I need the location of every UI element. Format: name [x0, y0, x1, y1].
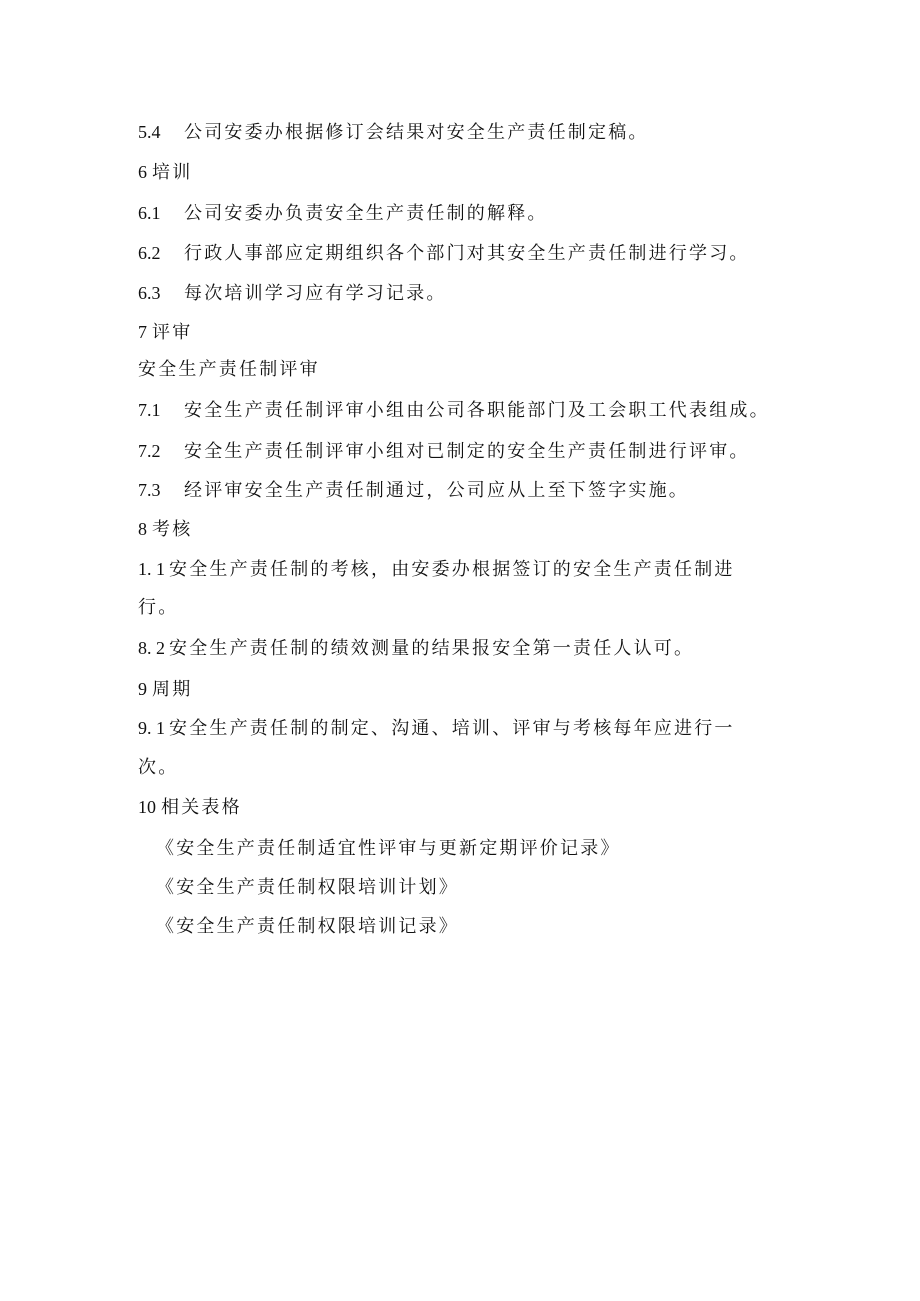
clause-number: 8. 2 [138, 638, 165, 658]
clause-text: 公司安委办负责安全生产责任制的解释。 [184, 203, 548, 224]
section-6-heading [138, 160, 192, 185]
related-form-2 [156, 876, 459, 900]
clause-8-2 [138, 636, 694, 661]
related-form-1 [156, 837, 621, 861]
clause-text: 安全生产责任制评审小组对已制定的安全生产责任制进行评审。 [184, 441, 750, 462]
form-title: 《安全生产责任制适宜性评审与更新定期评价记录》 [156, 838, 621, 859]
subheading-review [138, 358, 320, 382]
clause-7-3 [138, 478, 689, 503]
clause-number: 6.2 [138, 243, 161, 263]
clause-8-1 [138, 557, 735, 582]
form-title: 《安全生产责任制权限培训记录》 [156, 916, 459, 937]
clause-number: 6.3 [138, 283, 161, 303]
related-form-3 [156, 915, 459, 939]
section-number: 8 [138, 519, 147, 539]
clause-7-1 [138, 398, 770, 423]
form-title: 《安全生产责任制权限培训计划》 [156, 877, 459, 898]
clause-8-1-continued [138, 596, 178, 620]
clause-number: 6.1 [138, 203, 161, 223]
section-number: 10 [138, 797, 156, 817]
subheading-text: 安全生产责任制评审 [138, 359, 320, 380]
clause-9-1 [138, 716, 735, 741]
section-title: 考核 [152, 519, 193, 540]
section-10-heading [138, 795, 242, 820]
clause-text: 行政人事部应定期组织各个部门对其安全生产责任制进行学习。 [184, 243, 750, 264]
clause-text: 经评审安全生产责任制通过，公司应从上至下签字实施。 [184, 480, 689, 501]
clause-text: 行。 [138, 597, 179, 618]
clause-text: 安全生产责任制的制定、沟通、培训、评审与考核每年应进行一 [169, 718, 735, 739]
section-8-heading [138, 517, 192, 542]
clause-number: 7.1 [138, 400, 161, 420]
section-9-heading [138, 677, 192, 702]
clause-text: 次。 [138, 757, 179, 778]
section-number: 6 [138, 162, 147, 182]
clause-6-2 [138, 241, 750, 266]
clause-number: 7.3 [138, 480, 161, 500]
section-title: 评审 [152, 322, 193, 343]
clause-9-1-continued [138, 756, 178, 780]
clause-text: 公司安委办根据修订会结果对安全生产责任制定稿。 [184, 122, 649, 143]
clause-number: 5.4 [138, 122, 161, 142]
clause-text: 安全生产责任制的考核，由安委办根据签订的安全生产责任制进 [169, 559, 735, 580]
section-number: 9 [138, 679, 147, 699]
clause-text: 安全生产责任制评审小组由公司各职能部门及工会职工代表组成。 [184, 400, 770, 421]
section-number: 7 [138, 322, 147, 342]
clause-6-1 [138, 201, 548, 226]
section-title: 培训 [152, 162, 193, 183]
clause-text: 安全生产责任制的绩效测量的结果报安全第一责任人认可。 [169, 638, 695, 659]
section-7-heading [138, 320, 192, 345]
clause-text: 每次培训学习应有学习记录。 [184, 283, 447, 304]
clause-number: 9. 1 [138, 718, 165, 738]
clause-7-2 [138, 439, 750, 464]
section-title: 周期 [152, 679, 193, 700]
clause-6-3 [138, 281, 447, 306]
section-title: 相关表格 [161, 797, 242, 818]
clause-number: 1. 1 [138, 559, 165, 579]
clause-number: 7.2 [138, 441, 161, 461]
clause-5-4 [138, 120, 649, 145]
